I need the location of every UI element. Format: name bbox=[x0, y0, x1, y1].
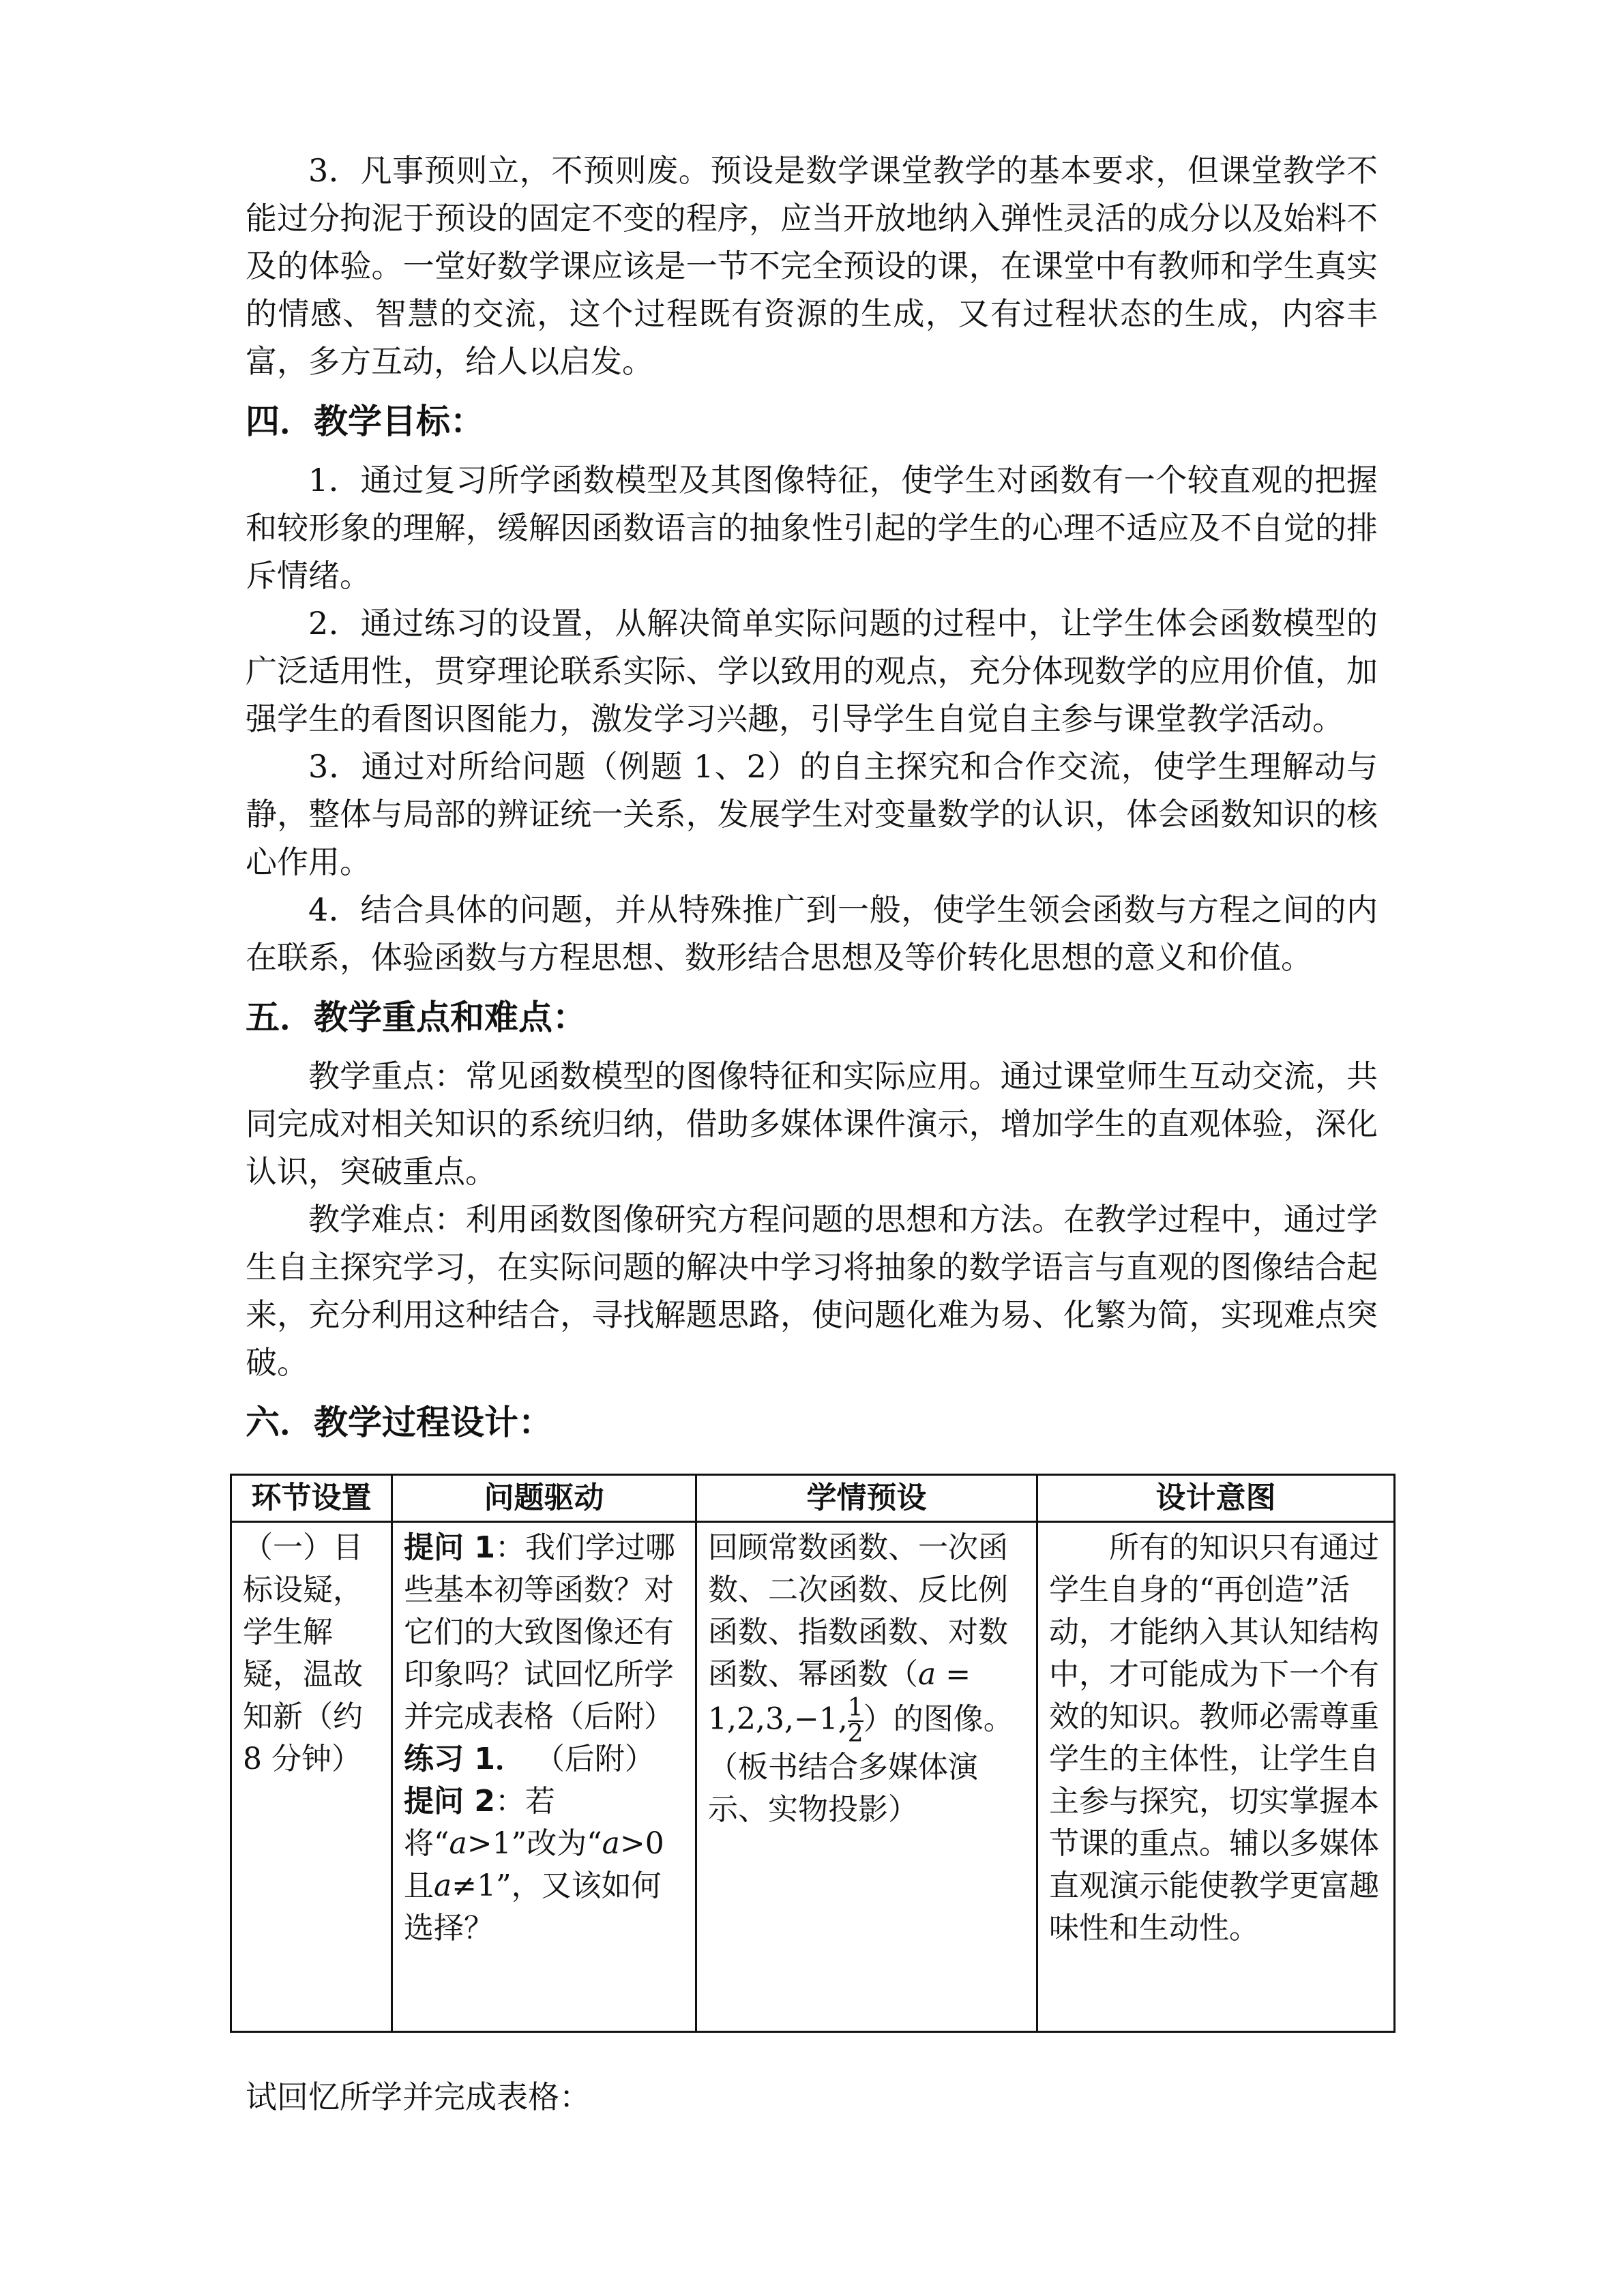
heading-teaching-goals: 四．教学目标： bbox=[246, 402, 484, 441]
header-question-drive: 问题驱动 bbox=[392, 1475, 696, 1522]
fraction-numerator: 1 bbox=[847, 1694, 863, 1722]
question-1-label: 提问 1 bbox=[404, 1530, 495, 1565]
section3-item3: 3．凡事预则立，不预则废。预设是数学课堂教学的基本要求，但课堂教学不能过分拘泥于预设的固定不变的程序，应当开放地纳入弹性灵活的成分以及始料不及的体验。一堂好数学课应该是一节不完全预设的课，在课堂中有教师和学生真实的情感、智慧的交流，这个过程既有资源的生成，又有过程状态的生成，内容丰富，多方互动，给人以启发。 bbox=[246, 152, 1378, 380]
question-2-text-b: >1”改为“ bbox=[467, 1826, 602, 1861]
goal-item-3: 3．通过对所给问题（例题 1、2）的自主探究和合作交流，使学生理解动与静，整体与局部的辨证统一关系，发展学生对变量数学的认识，体会函数知识的核心作用。 bbox=[246, 748, 1378, 880]
preset-text-a: 回顾常数函数、一次函数、二次函数、反比例函数、指数函数、对数函数、幂函数（ bbox=[708, 1530, 1008, 1692]
cell-stage: （一）目标设疑，学生解疑，温故知新（约 8 分钟） bbox=[231, 1522, 392, 2032]
fraction-one-half bbox=[848, 1696, 863, 1746]
table-row bbox=[231, 1522, 1395, 2032]
cell-question-drive bbox=[392, 1522, 696, 2032]
exercise-1-text: （后附） bbox=[525, 1742, 655, 1776]
heading-process-design: 六．教学过程设计： bbox=[246, 1403, 552, 1442]
cell-learning-preset bbox=[696, 1522, 1037, 2032]
question-1-text: ：我们学过哪些基本初等函数？对它们的大致图像还有印象吗？试回忆所学并完成表格（后附） bbox=[404, 1530, 675, 1734]
question-2-math-c: a bbox=[434, 1868, 452, 1903]
cell-design-intent bbox=[1037, 1522, 1395, 2032]
teaching-key-point: 教学重点：常见函数模型的图像特征和实际应用。通过课堂师生互动交流，共同完成对相关知识的系统归纳，借助多媒体课件演示，增加学生的直观体验，深化认识，突破重点。 bbox=[246, 1058, 1378, 1190]
goal-item-1: 1．通过复习所学函数模型及其图像特征，使学生对函数有一个较直观的把握和较形象的理解，缓解因函数语言的抽象性引起的学生的心理不适应及不自觉的排斥情绪。 bbox=[246, 462, 1378, 594]
header-stage: 环节设置 bbox=[231, 1475, 392, 1522]
question-2-math-a: a bbox=[449, 1826, 467, 1861]
fraction-denominator: 2 bbox=[847, 1720, 863, 1748]
header-design-intent: 设计意图 bbox=[1037, 1475, 1395, 1522]
question-2-text-a: ：若将“ bbox=[404, 1784, 555, 1861]
header-learning-preset: 学情预设 bbox=[696, 1475, 1037, 1522]
teaching-difficulty: 教学难点：利用函数图像研究方程问题的思想和方法。在教学过程中，通过学生自主探究学习，在实际问题的解决中学习将抽象的数学语言与直观的图像结合起来，充分利用这种结合，寻找解题思路，使问题化难为易、化繁为简，实现难点突破。 bbox=[246, 1201, 1378, 1381]
design-intent-text: 所有的知识只有通过学生自身的“再创造”活动，才能纳入其认知结构中，才可能成为下一个有效的知识。教师必需尊重学生的主体性，让学生自主参与探究，切实掌握本节课的重点。辅以多媒体直观演示能使教学更富趣味性和生动性。 bbox=[1049, 1530, 1379, 1945]
question-2-math-b: a bbox=[602, 1826, 620, 1861]
question-2-label: 提问 2 bbox=[404, 1784, 495, 1819]
table-header-row bbox=[231, 1475, 1395, 1522]
exercise-1-label: 练习 1． bbox=[404, 1742, 525, 1776]
question-2-text-c: >0 且 bbox=[404, 1826, 664, 1903]
preset-math-var: a bbox=[918, 1657, 936, 1692]
preset-text-b: ）的图像。（板书结合多媒体演示、实物投影） bbox=[708, 1701, 1014, 1827]
goal-item-2: 2．通过练习的设置，从解决简单实际问题的过程中，让学生体会函数模型的广泛适用性，贯穿理论联系实际、学以致用的观点，充分体现数学的应用价值，加强学生的看图识图能力，激发学习兴趣，引导学生自觉自主参与课堂教学活动。 bbox=[246, 605, 1378, 737]
heading-key-difficult: 五．教学重点和难点： bbox=[246, 998, 587, 1037]
document-page bbox=[246, 147, 1378, 1457]
preset-math-values: = 1,2,3,−1, bbox=[708, 1657, 971, 1737]
footer-instruction: 试回忆所学并完成表格： bbox=[246, 2078, 591, 2115]
process-design-table bbox=[230, 1474, 1396, 2033]
question-2-text-d: ≠1”，又该如何选择？ bbox=[404, 1868, 662, 1945]
goal-item-4: 4．结合具体的问题，并从特殊推广到一般，使学生领会函数与方程之间的内在联系，体验函数与方程思想、数形结合思想及等价转化思想的意义和价值。 bbox=[246, 891, 1378, 976]
